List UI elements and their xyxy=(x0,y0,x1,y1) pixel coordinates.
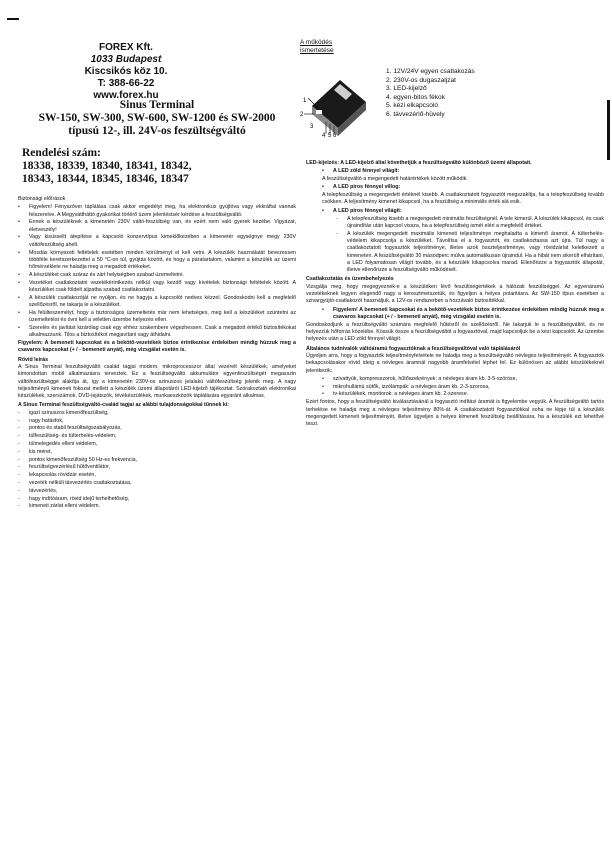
product-line-2: SW-150, SW-300, SW-600, SW-1200 és SW-2000 xyxy=(38,112,276,124)
legend-item: 4. egyen-bitos fékok xyxy=(386,93,446,101)
feature-item: - nagy hatásfok, xyxy=(18,418,296,425)
page-mark xyxy=(7,18,19,20)
product-title xyxy=(22,99,292,138)
callout-5: 5 xyxy=(328,133,332,138)
company-phone: T: 388-66-22 xyxy=(97,78,155,89)
device-diagram xyxy=(300,58,380,138)
feature-item: - túlmelegedés elleni védelem, xyxy=(18,441,296,448)
edge-mark xyxy=(607,100,610,160)
safety-item: • Vezetéket csatlakoztatni vezetékérintkezés nélkül vagy kezdő vagy kívételek biztonsági feltételek között. A készüléket csak földelt aljzatba szabad csatlakoztatni. xyxy=(18,280,296,295)
general-item: • szívattyúk, kompresszorok, hűtőszekrények: a névleges áram kb. 3-5-szöröse, xyxy=(322,376,604,383)
safety-item: • A készülék csatlakozóját ne nyúljon, és ne hagyja a kapcsolót nedves kézzel. Gondoskodni kell a megfelelő szellőzésről, ne takarja le a készüléket. xyxy=(18,295,296,310)
safety-item: • Figyelem! Fényszóver táplálása csak akkor engedélyt meg, ha elektronikus gyújtóva vagy ekkráftal vannak felszerelve. A Megyváttháttó gyakorikat törlérő üzem jelenléstsér kérdése a feszültségváltó. xyxy=(18,204,296,219)
callout-4: 4 xyxy=(322,133,326,138)
legend-item: 6. távvezérlő-hüvely xyxy=(386,110,445,118)
safety-item: • Ha felülteszemélyt, hogy a biztonságos üzemeltetés már nem lehetséges, meg kell a készüléket szüntetni az üzemeltetést és óvni kell a véletlen üzembe helyezés ellen. xyxy=(18,310,296,325)
feature-item: - lekapcsolás rövidzár esetén, xyxy=(18,472,296,479)
product-line-1: Sinus Terminal xyxy=(119,99,195,111)
company-city: 1033 Budapest xyxy=(90,54,162,65)
order-line-2: 18343, 18344, 18345, 18346, 18347 xyxy=(22,173,189,185)
led-green-heading: • A LED zöld fénnyel világít: xyxy=(322,168,604,175)
order-line-1: 18338, 18339, 18340, 18341, 18342, xyxy=(22,160,192,172)
feature-item: - kis méret, xyxy=(18,449,296,456)
feature-item: - hagy indítóáram, rövid idejű terhelhetőség, xyxy=(18,496,296,503)
description-heading: Rövid leírás xyxy=(18,356,49,363)
led-red-heading: • A LED piros fénnyel villog: xyxy=(322,184,604,191)
general-heading: Általános tudnivalók váltóáramú fogyasztóknak a feszültségváltóval való táplálásáról xyxy=(306,345,521,352)
feature-item: - kimeneti zárlat elleni védelem. xyxy=(18,503,296,510)
left-column xyxy=(18,196,296,836)
callout-2: 2 xyxy=(300,112,304,118)
led-red-text: A telepfeszültség a megengedett értéknél kisebb. A csatlakoztatott fogyasztót megszakítja, ha a telepfeszültség tovább csökken. A teljesítmény kimenet kikapcsol, ha a feszültség a minimális érték alá esik. xyxy=(322,192,604,206)
product-line-3: típusú 12-, ill. 24V-os feszültségváltó xyxy=(68,125,246,137)
general-list xyxy=(322,376,604,399)
diagram-title-line-1: A működés xyxy=(300,39,333,46)
device-terminal xyxy=(316,110,322,114)
diagram-title-line-2: ismertetése xyxy=(300,46,334,54)
right-column xyxy=(306,160,604,840)
connect-warning: • Figyelem! A bemeneti kapcsokat és a bekötő-vezetékek biztos érintkezése érdekében mindig húzzuk meg a csavaros kapcsokat (+ / - bemeneti anyát), még vizsgálat esetén is. xyxy=(322,307,604,322)
features-list xyxy=(18,410,296,511)
description-text: A Sinus Terminal feszültségváltó család tagjai modern, mikroprocesszor által vezérelt készülékek, amelyeket kimondottan mobil alkalmazásra terveztek. Ez a feszültségváltó akkumulátor egyenfeszültségét megasszin váltófeszültséggé alakítja át, így a kimenetén 230V-os szinuszos jelalakú váltófeszültség jelenik meg. A nagy teljesítményű kimeneti fokozat mellett a készülék üzemi állapotáról LED-kijelző tájékoztat. Szórakoztató elektronikai készülékek, szerszámok, DVD-lejátszók, tévékészülékek, munkaeszközök táplálására egyaránt alkalmas. xyxy=(18,364,296,400)
safety-item: • Mosdás környezeti feltételek esetében minden körülményt el kell vetni. A készülék használatát bevezessen többféle keretszerkezettel a 50 °C-on túl, gyújtás között, és hogy a páratartalom, valamint a készülék az üzemi hőmérséklete ne haladja meg a megadott értékeket. xyxy=(18,250,296,272)
legend-item: 3. LED-kijelző xyxy=(386,85,427,93)
warning-text: Figyelem: A bemeneti kapcsokat és a bekötő-vezetékek biztos érintkezése érdekében mindig húzzuk meg a csavaros kapcsokat (+ / - bemeneti anyát), még vizsgálat esetén is. xyxy=(18,340,296,354)
safety-list xyxy=(18,204,296,339)
operation-text: Gondoskodjunk a feszültségváltó számára megfelelő hűtésről és szellőzésről. Ne takarjuk le a feszültségváltót, és ne helyezzük hőforrás közelébe. Kössük össze a feszültségváltót a fogyasztóval, majd kapcsoljuk be a kézi kapcsolót. Az üzembe helyezés után a LED zöld fénnyel világít. xyxy=(306,321,604,343)
led-red2-heading: • A LED piros fénnyel világít: xyxy=(322,208,604,215)
led-intro: LED-kijelzés: A LED-kijelző által követhetjük a feszültségváltó különböző üzemi állapotait. xyxy=(306,160,532,166)
safety-item: • A készüléket csak száraz és zárt helyiségben szabad üzemeltetni. xyxy=(18,272,296,279)
company-street: Kiscsikós köz 10. xyxy=(84,66,168,77)
feature-item: - igazi szinuszos kimenőfeszültség, xyxy=(18,410,296,417)
legend-item: 2. 230V-os dugaszaljzat xyxy=(386,76,457,84)
led-red2-items xyxy=(336,216,604,275)
led-red-list xyxy=(322,184,604,191)
order-numbers xyxy=(22,147,292,186)
safety-item: • Ennek a készüléknek a kimenetén 230V váltó-feszültség van, és ezért nem való gyerek kezébe. Vigyázat, életveszély! xyxy=(18,219,296,234)
order-label: Rendelési szám: xyxy=(22,147,101,159)
legend-item: 1. 12V/24V egyen csatlakozás xyxy=(386,68,475,75)
connect-text: Vizsgálja meg, hogy megegyeznek-e a készüléken lévő feszültségértékek a hálózati feszültséggel. Az egyenáramú vezetékeknek legyen elegendő nagy a keresztmetszetük, és figyeljen a helyes polaritásra. Az SW-150 típus esetében a szivargyújtó-csatlakozót használjuk, a 12V-os rendszerben a hozzávaló biztosítékkal. xyxy=(306,283,604,305)
feature-item: - túlfeszültség- és túlterhelés-védelem, xyxy=(18,433,296,440)
feature-item: - feszültségvezérlésű hűtőventilátor, xyxy=(18,464,296,471)
led-red2-list xyxy=(322,208,604,215)
callout-3: 3 xyxy=(310,124,314,130)
feature-item: - pontos és stabil feszültségszabályozás, xyxy=(18,425,296,432)
callout-1: 1 xyxy=(303,98,307,104)
company-name: FOREX Kft. xyxy=(99,42,153,53)
safety-item: • Vagy kisüssellt átepítése a kapcsoló konzervtípus kimeklőkezében a kimenetér egységnye megy 230V váltófeszültség ahelt. xyxy=(18,234,296,249)
connect-heading: Csatlakoztatás és üzembehelyezés xyxy=(306,276,394,283)
led-green-list xyxy=(322,168,604,175)
diagram-title xyxy=(300,39,380,54)
company-web: www.forex.hu xyxy=(93,90,159,101)
general-item: • mikrohullámú sütők, izzólámpák: a névleges áram kb. 2-3-szorosa, xyxy=(322,384,604,391)
feature-item: - pontos kimenőfeszültség 50 Hz-es frekvencia, xyxy=(18,457,296,464)
led-green-text: A feszültségváltó a megengedett határértékek között működik. xyxy=(322,176,468,183)
led-red2-item: - A készülék megengedett maximális kimeneti teljesítménye meghaladta a kimenő áramot. A túlterhelés-védelem kikapcsolja a készüléket. Távolítsa el a fogyasztót, és csatlakoztassa azt újra. Túl nagy a csatlakoztatott fogyasztók teljesítménye, illetve azok összteljesítménye, vagy rövidzárlat keletkezett a kimeneten. A feszültségváltó 30 másodperc múlva automatikusan újraindul. Ha a hibát nem sikerült elhárítani, a LED folyamatosan világít tovább, és a készülék kikapcsolva marad. Ellenőrizze a fogyasztók állapotát, illetve ellenőrizze a feszültségváltó működését. xyxy=(336,231,604,275)
callout-6: 6 xyxy=(333,133,337,138)
connect-warning-list xyxy=(322,307,604,322)
general-item: • tv-készülékek, monitorok: a névleges áram kb. 2-szerese. xyxy=(322,391,604,398)
legend-item: 5. kézi elkapcsoló xyxy=(386,102,439,110)
led-red2-item: - A telepfeszültség kisebb a megengedett minimális feszültségnél. A tele kimerül. A készülék kikapcsol, és csak újraindítás után kapcsol vissza, ha a telepfeszültség ismét eléri a megfelelő értéket. xyxy=(336,216,604,231)
closing-text: Ezért fontos, hogy a feszültségváltó kiválasztásánál a fogyasztó indítási áramát is figyelembe vegyük. A feszültségváltó tartós terhelése ne haladja meg a névleges teljesítmény 80%-át. A csatlakoztatott fogyasztókkal soha ne lépje túl a készülék megengedett kimeneti teljesítményét, illetve ügyeljen a helyes kimeneti feszültség beállítására, ha a készülék ezt lehetővé teszi. xyxy=(306,399,604,428)
safety-heading: Biztonsági előírások xyxy=(18,196,66,202)
feature-item: - távvezérlés, xyxy=(18,488,296,495)
feature-item: - vezeték nélküli távvezérlés csatlakoztatása, xyxy=(18,480,296,487)
company-block xyxy=(56,42,196,102)
safety-item: • Szerelés és javítást kizárólag csak egy ehhez szakembere végezhessen. Csak a megadott értékű biztosítékokat alkalmazzunk. Tilos a biztosítékot megjavítani vagy áthidalni. xyxy=(18,325,296,340)
features-intro: A Sinus Terminal feszültségváltó-család tagjai az alábbi tulajdonságokkal tűnnek ki: xyxy=(18,401,230,408)
general-text: Ügyeljen arra, hogy a fogyasztók teljesítményfelvétele ne haladja meg a feszültségváltó névleges teljesítményét. A fogyasztók bekapcsolásakor rövid ideig a névleges áramnál nagyobb áramfelvétel léphet fel. Ez különösen az alábbi készülékeknél jelentkezik: xyxy=(306,352,604,374)
diagram-legend xyxy=(386,68,526,120)
